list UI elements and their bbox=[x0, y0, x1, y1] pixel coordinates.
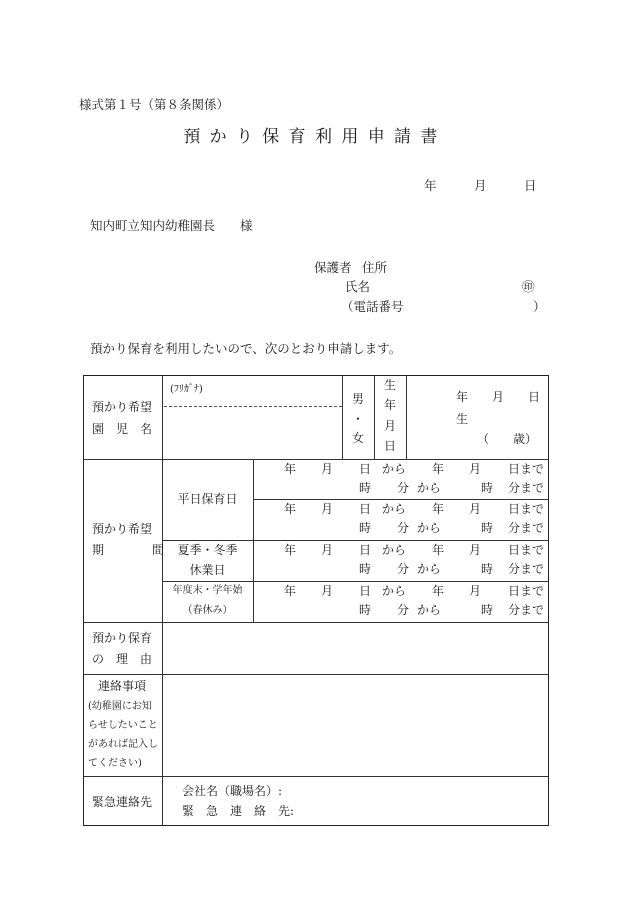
period-2-date-year: 年 bbox=[284, 502, 297, 516]
period-2-date-month: 月 bbox=[321, 502, 334, 516]
period-2-time-minute: 分 bbox=[397, 521, 410, 535]
period-2-date-day_made: 日まで bbox=[508, 502, 545, 516]
row-divider-period-end bbox=[84, 622, 548, 623]
date-day-label: 日 bbox=[524, 178, 537, 193]
period-2-date-day: 日 bbox=[359, 502, 372, 516]
category-weekday: 平日保育日 bbox=[177, 492, 238, 506]
sex-dot: ・ bbox=[351, 412, 364, 426]
period-4-date-month: 月 bbox=[469, 584, 482, 598]
period-4-date-month: 月 bbox=[321, 584, 334, 598]
date-year-label: 年 bbox=[424, 178, 437, 193]
period-3-date-year: 年 bbox=[432, 543, 445, 557]
period-1-date-month: 月 bbox=[469, 462, 482, 476]
application-table bbox=[83, 375, 549, 826]
period-3-time-minute: 分 bbox=[397, 562, 410, 576]
period-1-date-day: 日 bbox=[359, 462, 372, 476]
period-1-time-hour: 時 bbox=[359, 481, 372, 495]
period-3-date-month: 月 bbox=[321, 543, 334, 557]
period-4-time-hour: 時 bbox=[481, 603, 494, 617]
guardian-phone-close: ） bbox=[533, 299, 546, 314]
furigana-divider bbox=[164, 406, 342, 407]
period-2-time-kara: から bbox=[417, 521, 442, 535]
birth-date-value: 年 月 日生 bbox=[456, 390, 541, 426]
child-label-line2: 園 児 名 bbox=[92, 422, 153, 436]
birth-label-1: 生 bbox=[383, 378, 396, 392]
period-3-time-hour: 時 bbox=[481, 562, 494, 576]
document-title bbox=[0, 122, 630, 147]
period-3-date-month: 月 bbox=[469, 543, 482, 557]
child-label-line1: 預かり希望 bbox=[92, 400, 153, 414]
period-2-time-hour: 時 bbox=[481, 521, 494, 535]
emergency-company-label: 会社名（職場名）: bbox=[182, 784, 283, 798]
period-3-time-kara: から bbox=[417, 562, 442, 576]
category-column-divider bbox=[253, 459, 254, 622]
period-4-date-day_made: 日まで bbox=[508, 584, 545, 598]
notes-line-2: らせしたいこと bbox=[88, 720, 158, 731]
period-4-time-minute_made: 分まで bbox=[508, 603, 545, 617]
period-3-date-day: 日 bbox=[359, 543, 372, 557]
period-1-time-kara: から bbox=[417, 481, 442, 495]
period-1-date-year: 年 bbox=[432, 462, 445, 476]
age-value: （ 歳） bbox=[477, 432, 538, 446]
category-holiday-line1: 夏季・冬季 bbox=[177, 543, 238, 557]
period-label-line2: 期 間 bbox=[92, 543, 165, 557]
period-2-time-minute_made: 分まで bbox=[508, 521, 545, 535]
period-1-date-year: 年 bbox=[284, 462, 297, 476]
reason-label-line1: 預かり保育 bbox=[92, 631, 153, 645]
birth-label-2: 年 bbox=[383, 398, 396, 412]
row-divider-reason-end bbox=[84, 674, 548, 675]
period-4-time-kara: から bbox=[417, 603, 442, 617]
row-divider-notes-end bbox=[84, 776, 548, 777]
seal-mark: ㊞ bbox=[522, 279, 535, 294]
period-4-date-year: 年 bbox=[432, 584, 445, 598]
period-4-date-day: 日 bbox=[359, 584, 372, 598]
notes-title: 連絡事項 bbox=[98, 679, 147, 693]
notes-line-1: (幼稚園にお知 bbox=[88, 701, 152, 712]
reason-label-line2: の 理 由 bbox=[92, 652, 153, 666]
guardian-phone-label: （電話番号 bbox=[341, 299, 404, 314]
period-2-time-hour: 時 bbox=[359, 521, 372, 535]
sex-male: 男 bbox=[351, 392, 364, 406]
form-number: 様式第１号（第８条関係） bbox=[79, 97, 230, 112]
period-2-date-kara: から bbox=[382, 502, 407, 516]
addressee: 知内町立知内幼稚園長 様 bbox=[90, 218, 253, 233]
guardian-name-label: 氏名 bbox=[345, 279, 371, 294]
period-4-time-hour: 時 bbox=[359, 603, 372, 617]
period-1-time-minute_made: 分まで bbox=[508, 481, 545, 495]
period-1-time-minute: 分 bbox=[397, 481, 410, 495]
birth-label-3: 月 bbox=[383, 419, 396, 433]
guardian-label: 保護者 bbox=[314, 260, 352, 275]
period-4-date-kara: から bbox=[382, 584, 407, 598]
sex-female: 女 bbox=[351, 431, 364, 445]
period-2-date-year: 年 bbox=[432, 502, 445, 516]
category-holiday-line2: 休業日 bbox=[189, 563, 226, 577]
guardian-address-label: 住所 bbox=[362, 260, 388, 275]
furigana-label: (ﾌﾘｶﾞﾅ) bbox=[170, 384, 203, 395]
birth-label-column-right bbox=[406, 376, 407, 459]
period-1-date-month: 月 bbox=[321, 462, 334, 476]
emergency-label: 緊急連絡先 bbox=[92, 795, 153, 809]
period-1-date-kara: から bbox=[382, 462, 407, 476]
notes-line-4: てください) bbox=[88, 758, 142, 769]
period-3-time-minute_made: 分まで bbox=[508, 562, 545, 576]
notes-line-3: があれば記入し bbox=[88, 739, 158, 750]
period-2-date-month: 月 bbox=[469, 502, 482, 516]
period-label-line1: 預かり希望 bbox=[92, 522, 153, 536]
period-4-date-year: 年 bbox=[284, 584, 297, 598]
period-3-date-year: 年 bbox=[284, 543, 297, 557]
period-3-date-kara: から bbox=[382, 543, 407, 557]
period-3-time-hour: 時 bbox=[359, 562, 372, 576]
emergency-contact-label: 緊 急 連 絡 先: bbox=[182, 804, 295, 818]
period-1-time-hour: 時 bbox=[481, 481, 494, 495]
birth-label-4: 日 bbox=[383, 439, 396, 453]
date-month-label: 月 bbox=[474, 178, 487, 193]
category-spring-line1: 年度末・学年始 bbox=[172, 585, 243, 596]
category-spring-line2: （春休み） bbox=[182, 605, 233, 616]
period-4-time-minute: 分 bbox=[397, 603, 410, 617]
period-1-date-day_made: 日まで bbox=[508, 462, 545, 476]
document-title-text: 預かり保育利用申請書 bbox=[183, 127, 447, 147]
intro-text: 預かり保育を利用したいので、次のとおり申請します。 bbox=[90, 341, 402, 356]
period-3-date-day_made: 日まで bbox=[508, 543, 545, 557]
